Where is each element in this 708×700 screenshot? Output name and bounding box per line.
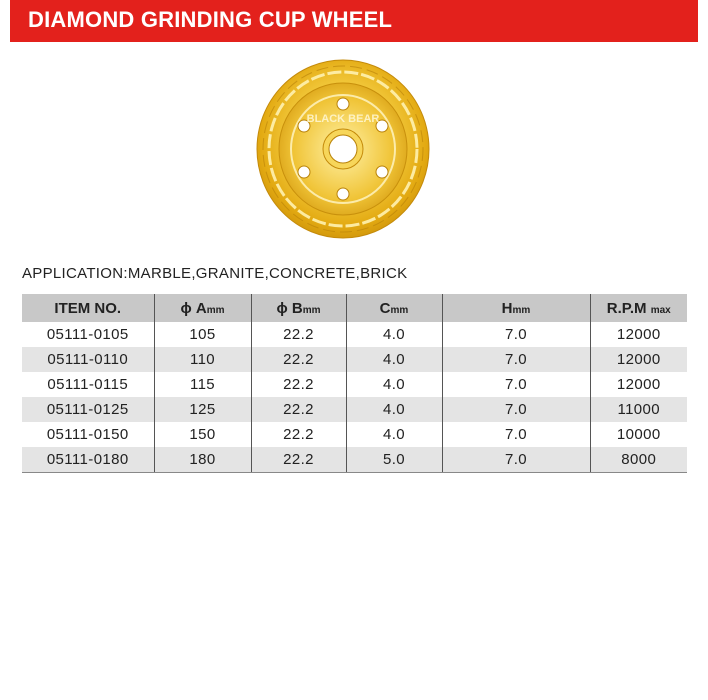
cell-item: 05111-0105 [22, 322, 154, 347]
table-row [22, 447, 687, 473]
cell-a: 105 [154, 322, 251, 347]
header-h: Hmm [442, 294, 590, 322]
cell-c: 4.0 [346, 422, 442, 447]
cell-b: 22.2 [251, 447, 346, 473]
cell-h: 7.0 [442, 397, 590, 422]
cell-a: 115 [154, 372, 251, 397]
cell-h: 7.0 [442, 372, 590, 397]
cell-item: 05111-0125 [22, 397, 154, 422]
header-a: ϕ Amm [154, 294, 251, 322]
cell-rpm: 12000 [590, 372, 687, 397]
cell-b: 22.2 [251, 347, 346, 372]
cell-b: 22.2 [251, 397, 346, 422]
header-item-no: ITEM NO. [22, 294, 154, 322]
cell-c: 4.0 [346, 322, 442, 347]
cell-rpm: 12000 [590, 347, 687, 372]
cell-h: 7.0 [442, 447, 590, 473]
cell-c: 4.0 [346, 372, 442, 397]
cup-wheel-image [255, 58, 431, 240]
cell-rpm: 8000 [590, 447, 687, 473]
brand-watermark: BLACK BEAR [306, 113, 380, 125]
cell-b: 22.2 [251, 422, 346, 447]
cell-b: 22.2 [251, 372, 346, 397]
spec-table [22, 294, 687, 473]
header-rpm: R.P.M max [590, 294, 687, 322]
cell-item: 05111-0115 [22, 372, 154, 397]
cell-item: 05111-0110 [22, 347, 154, 372]
cell-rpm: 10000 [590, 422, 687, 447]
cell-c: 4.0 [346, 347, 442, 372]
cell-h: 7.0 [442, 322, 590, 347]
cell-a: 110 [154, 347, 251, 372]
cell-rpm: 12000 [590, 322, 687, 347]
cell-a: 125 [154, 397, 251, 422]
cell-b: 22.2 [251, 322, 346, 347]
cell-a: 150 [154, 422, 251, 447]
table-row [22, 372, 687, 397]
table-row [22, 422, 687, 447]
cell-h: 7.0 [442, 347, 590, 372]
cell-c: 4.0 [346, 397, 442, 422]
cell-rpm: 11000 [590, 397, 687, 422]
title-banner [10, 0, 698, 42]
cell-item: 05111-0150 [22, 422, 154, 447]
table-row [22, 347, 687, 372]
table-row [22, 397, 687, 422]
cell-h: 7.0 [442, 422, 590, 447]
header-b: ϕ Bmm [251, 294, 346, 322]
table-header-row [22, 294, 687, 322]
cell-a: 180 [154, 447, 251, 473]
application-text: APPLICATION:MARBLE,GRANITE,CONCRETE,BRICK [22, 265, 408, 282]
table-row [22, 322, 687, 347]
header-c: Cmm [346, 294, 442, 322]
cell-item: 05111-0180 [22, 447, 154, 473]
cell-c: 5.0 [346, 447, 442, 473]
page-title: DIAMOND GRINDING CUP WHEEL [28, 7, 393, 32]
